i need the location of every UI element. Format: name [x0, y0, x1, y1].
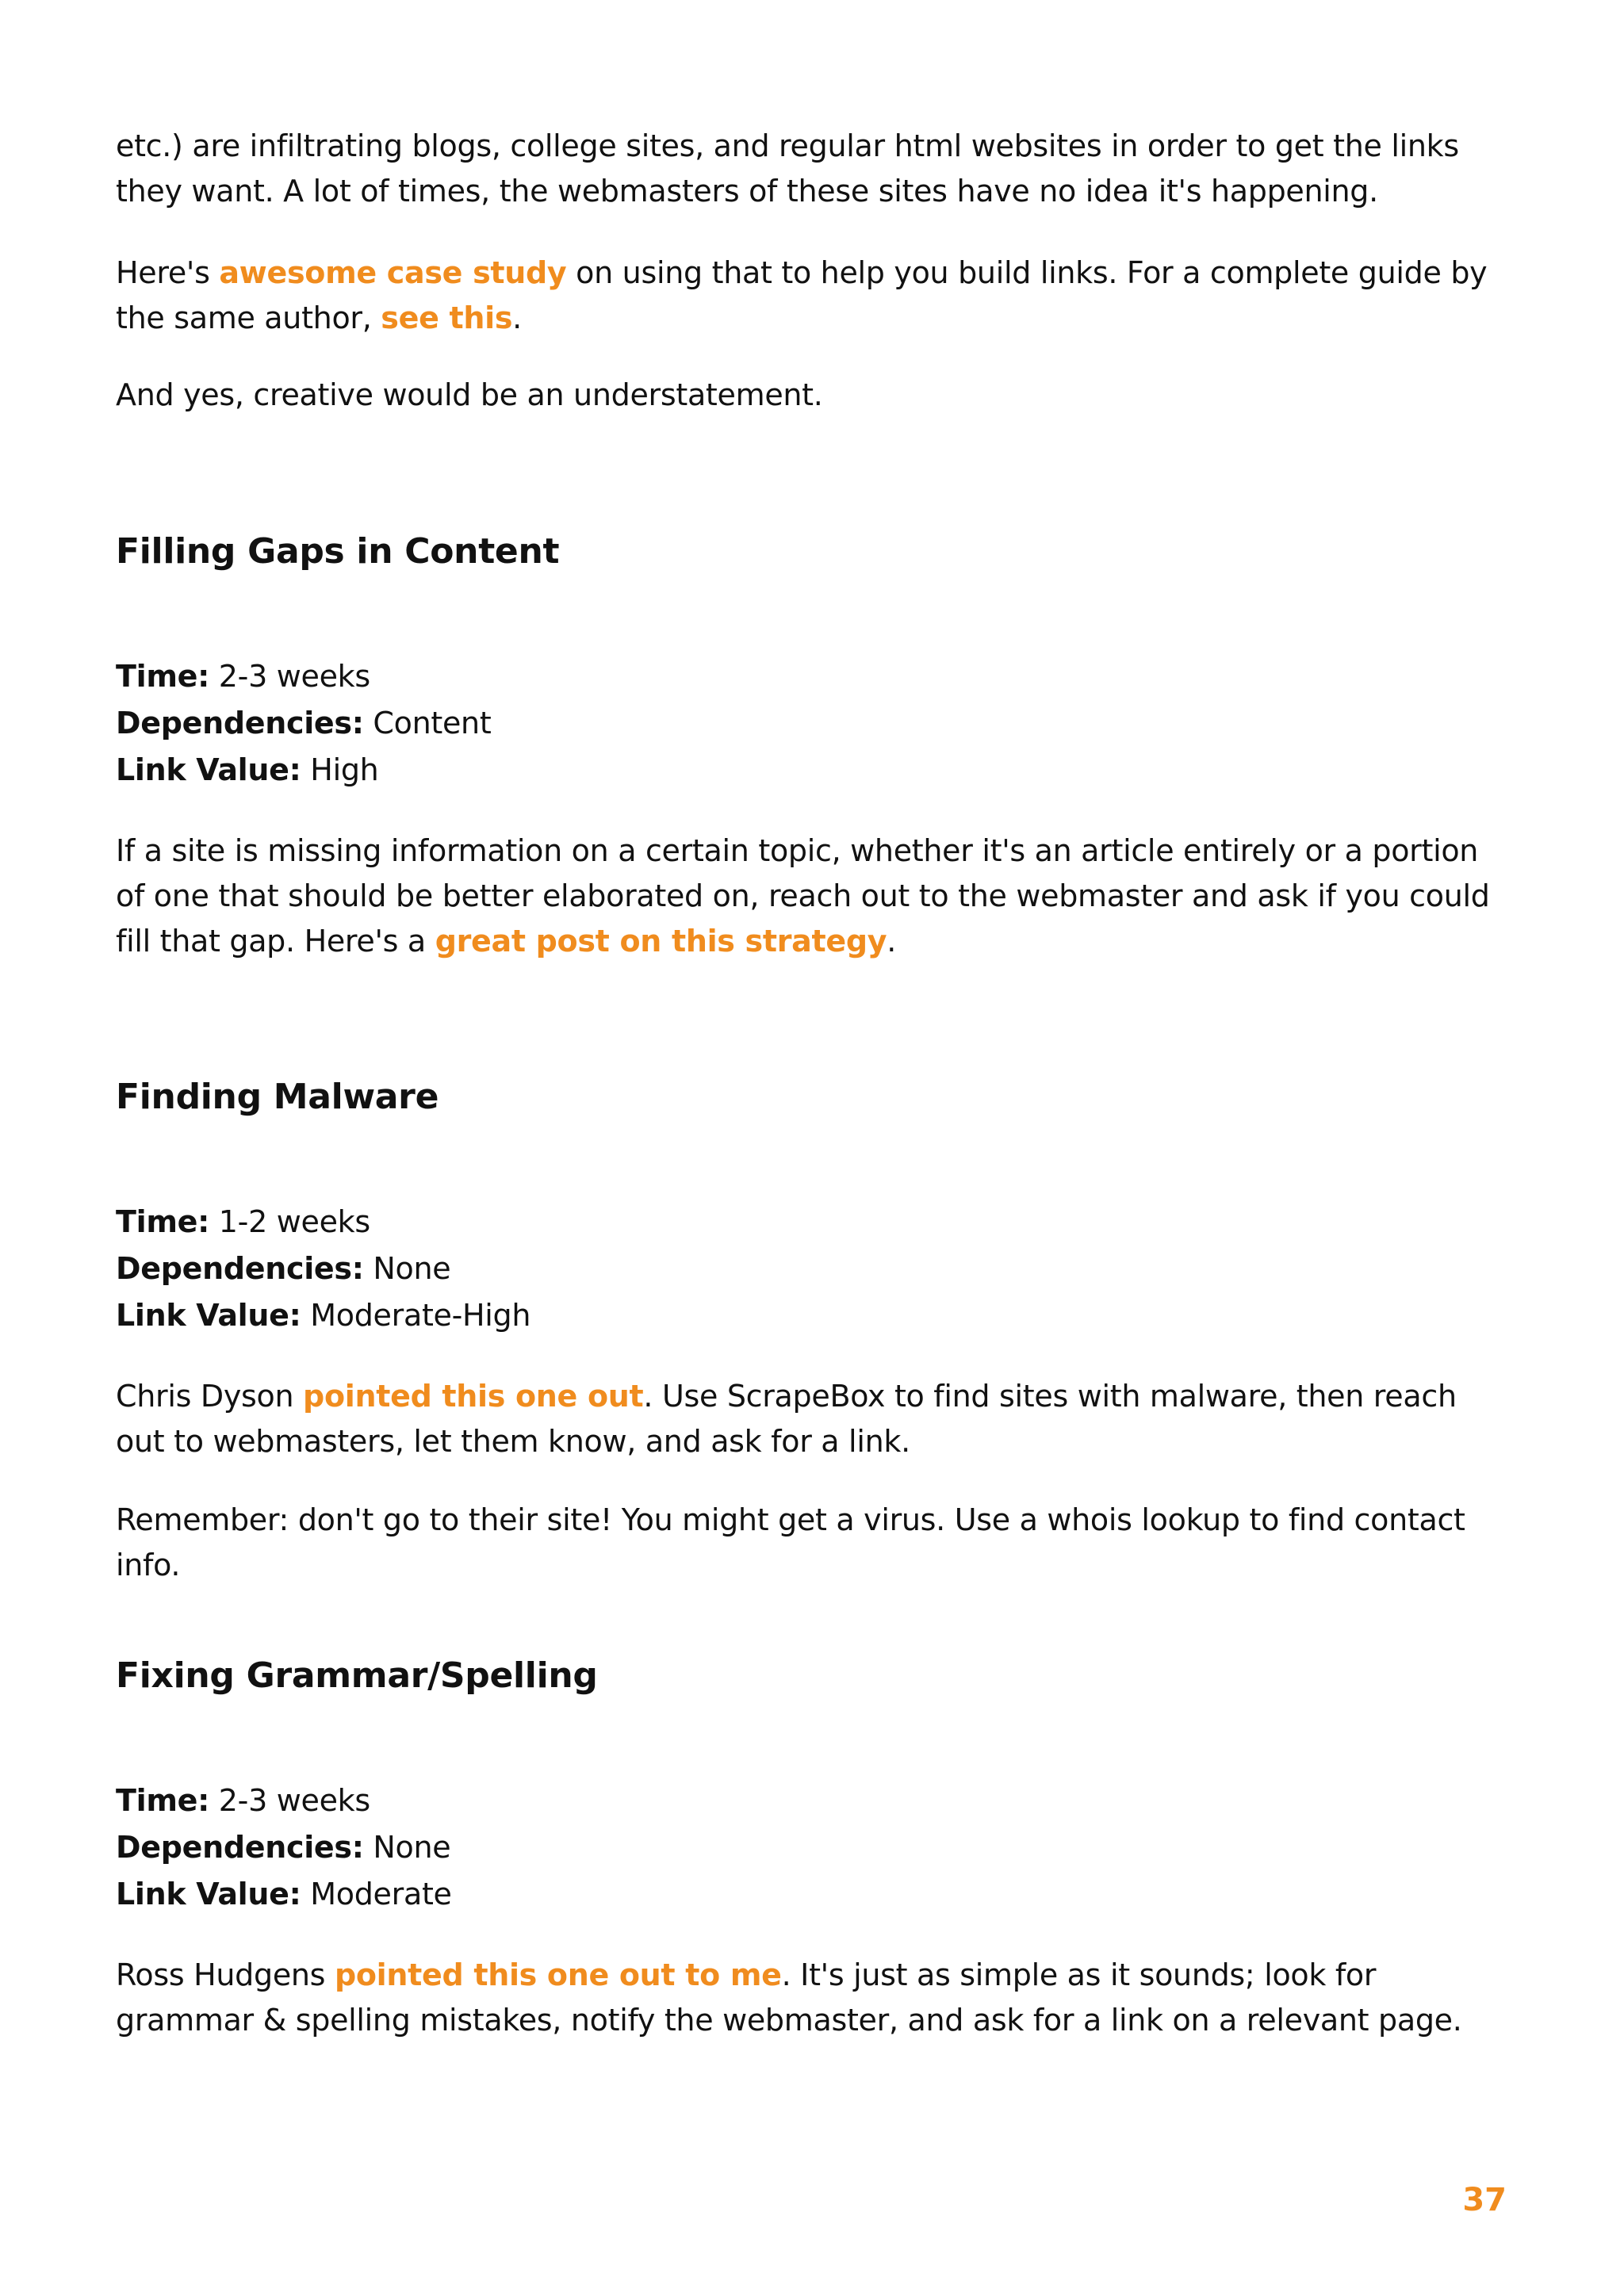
pointed-this-one-out-link[interactable]: pointed this one out [303, 1379, 644, 1414]
time-label: Time: [116, 1204, 210, 1239]
time-label: Time: [116, 1783, 210, 1818]
intro-paragraph-3 [116, 373, 1511, 418]
great-post-link[interactable]: great post on this strategy [435, 924, 887, 959]
section-finding-malware-meta [116, 1199, 1511, 1339]
section-filling-gaps-body [116, 828, 1511, 964]
dependencies-value: None [363, 1830, 451, 1865]
awesome-case-study-link[interactable]: awesome case study [219, 255, 567, 290]
section-body-text [116, 1953, 1511, 2043]
intro-paragraph-2 [116, 251, 1511, 341]
link-value-line [116, 747, 1511, 794]
link-value-line [116, 1871, 1511, 1918]
section-body-text-2: Remember: don't go to their site! You might get a virus. Use a whois lookup to find contact info. [116, 1502, 1465, 1582]
link-value-label: Link Value: [116, 752, 301, 787]
section-body-after: . [887, 924, 896, 959]
section-finding-malware-body [116, 1374, 1511, 1464]
link-value-value: High [301, 752, 379, 787]
dependencies-value: None [363, 1251, 451, 1286]
section-body-before: If a site is missing information on a certain topic, whether it's an article entirely or a portion of one that should be better elaborated on, reach out to the webmaster and ask if you could fill that gap. Here's a [116, 833, 1490, 959]
section-body-after: . Use ScrapeBox to find sites with malware, then reach out to webmasters, let them know, and ask for a link. [116, 1379, 1457, 1459]
time-line [116, 653, 1511, 700]
section-body-after: . It's just as simple as it sounds; look for grammar & spelling mistakes, notify the webmaster, and ask for a link on a relevant page. [116, 1957, 1462, 2038]
section-heading: Finding Malware [116, 1077, 439, 1117]
intro-text-2 [116, 251, 1511, 341]
time-line [116, 1199, 1511, 1246]
intro-text-2-before: Here's [116, 255, 220, 290]
intro-text-3: And yes, creative would be an understatement. [116, 377, 823, 412]
section-fixing-grammar [116, 1652, 1511, 1700]
dependencies-value: Content [363, 706, 492, 740]
link-value-label: Link Value: [116, 1298, 301, 1333]
time-line [116, 1777, 1511, 1824]
time-value: 1-2 weeks [209, 1204, 370, 1239]
section-filling-gaps-meta [116, 653, 1511, 794]
section-body-text [116, 828, 1511, 964]
section-fixing-grammar-body [116, 1953, 1511, 2043]
section-heading: Filling Gaps in Content [116, 531, 560, 572]
section-filling-gaps [116, 528, 1511, 576]
section-finding-malware [116, 1073, 1511, 1121]
link-value-value: Moderate [301, 1877, 452, 1911]
dependencies-line [116, 700, 1511, 747]
section-body-before: Chris Dyson [116, 1379, 304, 1414]
time-value: 2-3 weeks [209, 1783, 370, 1818]
see-this-link[interactable]: see this [381, 300, 513, 335]
document-page [116, 0, 1511, 2296]
intro-text-2-middle: on using that to help you build links. For a complete guide by the same author, [116, 255, 1488, 335]
intro-paragraph-1 [116, 124, 1511, 214]
dependencies-line [116, 1824, 1511, 1871]
section-finding-malware-body-2 [116, 1498, 1511, 1588]
page-number: 37 [1462, 2182, 1507, 2218]
pointed-this-one-out-to-me-link[interactable]: pointed this one out to me [334, 1957, 782, 1992]
dependencies-label: Dependencies: [116, 706, 364, 740]
dependencies-label: Dependencies: [116, 1830, 364, 1865]
section-body-text [116, 1374, 1511, 1464]
intro-text-2-after: . [512, 300, 522, 335]
intro-text-1: etc.) are infiltrating blogs, college sites, and regular html websites in order to get the links they want. A lot of times, the webmasters of these sites have no idea it's happening. [116, 128, 1459, 209]
link-value-value: Moderate-High [301, 1298, 531, 1333]
section-heading: Fixing Grammar/Spelling [116, 1655, 598, 1696]
link-value-label: Link Value: [116, 1877, 301, 1911]
section-fixing-grammar-meta [116, 1777, 1511, 1918]
time-label: Time: [116, 659, 210, 694]
time-value: 2-3 weeks [209, 659, 370, 694]
section-body-before: Ross Hudgens [116, 1957, 335, 1992]
dependencies-label: Dependencies: [116, 1251, 364, 1286]
link-value-line [116, 1292, 1511, 1339]
dependencies-line [116, 1246, 1511, 1292]
